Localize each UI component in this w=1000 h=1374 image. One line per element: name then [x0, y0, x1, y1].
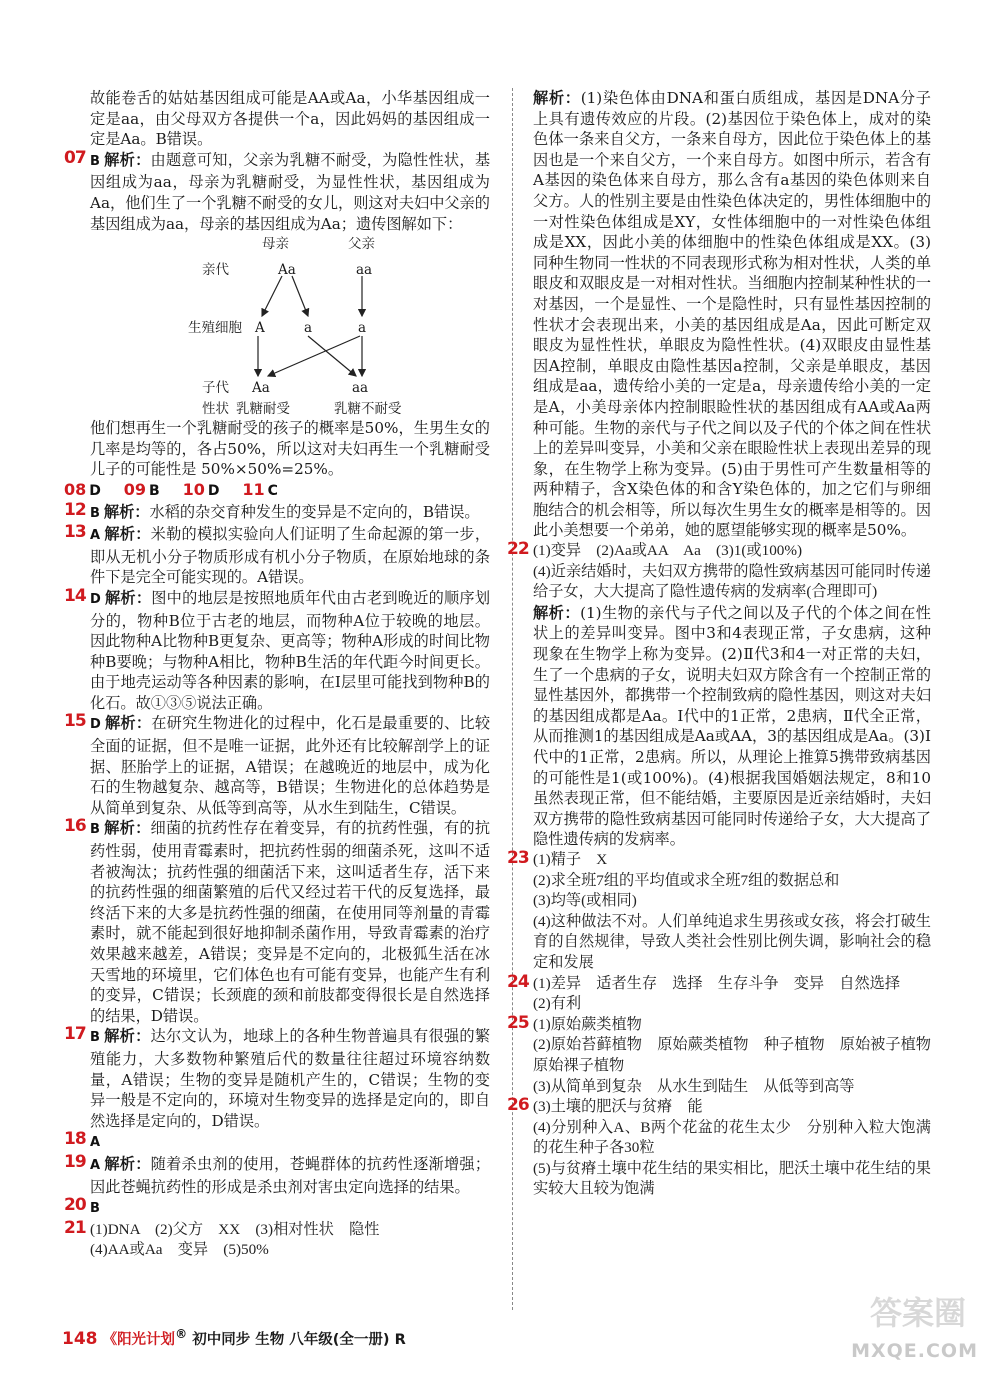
father-genotype: aa [356, 262, 373, 279]
offspring-label: 子代 [202, 380, 229, 397]
answer-line: (4)这种做法不对。人们单纯追求生男孩或女孩，将会打破生育的自然规律，导致人类社会性别比例失调，影响社会的稳定和发展 [533, 912, 931, 971]
analysis-text: 米勒的模拟实验向人们证明了生命起源的第一步，即从无机小分子物质形成有机小分子物质，在原始地球的条件下是完全可能实现的。A错误。 [90, 525, 490, 587]
double-arrow-icon: 《 [102, 1331, 118, 1348]
question-number: 24 [507, 971, 529, 992]
analysis-text: (1)生物的亲代与子代之间以及子代的个体之间在性状上的差异叫变异。图中3和4表现正常，子女患病，这种现象在生物学上称为变异。(2)Ⅱ代3和4一对正常的夫妇，生了一个患病的子女，说明夫妇双方除含有一个控制正常的显性基因外，都携带一个控制致病的隐性基因，则这对夫妇的基因组成都是Aa。Ⅰ代中的1正常，2患病，Ⅱ代全正常，从而推测1的基因组成是Aa或AA，3的基因组成是Aa。(3)Ⅰ代中的1正常，2患病。所以，从理论上推算5携带致病基因的可能性是1(或100%)。(4)根据我国婚姻法规定，8和10虽然表现正常，但不能结婚，主要原因是近亲结婚时，夫妇双方携带的隐性致病基因可能同时传递给子女，大大提高了隐性遗传病的发病率。 [533, 603, 931, 849]
question-number: 26 [507, 1095, 529, 1116]
trait-label: 性状 [202, 401, 229, 418]
answer-line: (2)原始苔藓植物 原始蕨类植物 种子植物 原始被子植物 原始裸子植物 [533, 1036, 947, 1074]
short-answers-08-11 [64, 480, 490, 502]
analysis-text: 水稻的杂交育种发生的变异是不定向的，B错误。 [149, 502, 480, 521]
watermark-cn: 答案圈 [869, 1294, 966, 1332]
question-17 [64, 1024, 491, 1131]
question-number: 12 [64, 499, 86, 520]
analysis-text: 达尔文认为，地球上的各种生物普遍具有很强的繁殖能力，大多数物种繁殖后代的数量往往超过环境容纳数量，A错误；生物的变异是随机产生的，C错误；生物的变异一般是不定向的，环境对生物变异的选择是定向的，即自然选择是定向的，D错误。 [90, 1027, 491, 1130]
q09-num: 09 [123, 479, 147, 499]
q09-answer: B [149, 482, 160, 499]
question-number: 14 [64, 585, 86, 606]
page-number: 148 [62, 1328, 98, 1349]
answer-line: (1)变异 (2)Aa或AA Aa (3)1(或100%) [533, 542, 803, 560]
brand-name: 阳光计划 [117, 1331, 176, 1348]
analysis-text: 随着杀虫剂的使用，苍蝇群体的抗药性逐渐增强；因此苍蝇抗药性的形成是杀虫剂对害虫定向选择的结果。 [90, 1154, 490, 1196]
analysis-text: 在研究生物进化的过程中，化石是最重要的、比较全面的证据，但不是唯一证据，此外还有比较解剖学上的证据、胚胎学上的证据，A错误；在越晚近的地层中，成为化石的生物越复杂、越高等，B错误；生物进化的总体趋势是从简单到复杂、从低等到高等，从水生到陆生，C错误。 [90, 714, 491, 817]
q11-num: 11 [242, 479, 265, 499]
right-column [507, 88, 947, 1200]
question-25 [507, 1012, 947, 1097]
answer-line: (4)分别种入A、B两个花盆的花生太少 分别种入粒大饱满的花生种子各30粒 [533, 1118, 931, 1157]
question-number: 25 [507, 1012, 529, 1033]
answer-letter: B [90, 822, 100, 838]
answer-letter: A [90, 528, 101, 544]
question-18 [64, 1129, 490, 1154]
book-title: 初中同步 生物 八年级(全一册) R [192, 1331, 406, 1348]
registered-mark: ® [175, 1327, 188, 1341]
analysis-label: 解析： [104, 714, 152, 733]
q21-analysis [533, 88, 931, 541]
answer-letter: B [90, 153, 100, 169]
analysis-text: (1)染色体由DNA和蛋白质组成，基因是DNA分子上具有遗传效应的片段。(2)基因位于染色体上，成对的染色体一条来自父方，一条来自母方，因此位于染色体上的基因也是一个来自父方，一个来自母方。如图中所示，若含有A基因的染色体来自母方，那么含有a基因的染色体则来自父方。人的性别主要是由性染色体决定的，男性体细胞中的一对性染色体组成是XY，女性体细胞中的一对性染色体组成是XX，因此小美的体细胞中的性染色体组成是XX。(3)同种生物同一性状的不同表现形式称为相对性状，人类的单眼皮和双眼皮是一对相对性状。当细胞内控制某种性状的一对基因，一个是显性、一个是隐性时，只有显性基因控制的性状才会表现出来，小美的基因组成是Aa，因此可断定双眼皮为显性性状，单眼皮为隐性性状。(4)双眼皮由显性基因A控制，单眼皮由隐性基因a控制，父亲是单眼皮，基因组成是aa，遗传给小美的一定是a，母亲遗传给小美的一定是A，小美母亲体内控制眼睑性状的基因组成有AA或Aa两种可能。生物的亲代与子代之间以及子代的个体之间在性状上的差异叫变异，小美和父亲在眼睑性状上表现出差异的现象，在生物学上称为变异。(5)由于男性可产生数量相等的两种精子，含X染色体的和含Y染色体的，加之它们与卵细胞结合的机会相等，所以每次生男生女的概率是相等的。因此小美想要一个弟弟，她的愿望能够实现的概率是50%。 [533, 89, 931, 540]
question-number: 22 [507, 539, 529, 560]
answer-letter: B [90, 1030, 100, 1046]
answer-letter: B [90, 505, 100, 521]
q07-conclusion: 他们想再生一个乳糖耐受的孩子的概率是50%，生男生女的几率是均等的，各占50%，所以这对夫妇再生一个乳糖耐受儿子的可能性是 50%×50%=25%。 [90, 419, 490, 479]
analysis-text: 细菌的抗药性存在着变异，有的抗药性强，有的抗药性弱，使用青霉素时，把抗药性弱的细菌杀死，这叫不适者被淘汰；抗药性强的细菌活下来，这叫适者生存，活下来的抗药性强的细菌繁殖的后代又经过若干代的反复选择，最终活下来的大多是抗药性强的细菌，在使用同等剂量的青霉素时，就不能起到很好地抑制杀菌作用，导致青霉素的治疗效果越来越差，A错误；变异是不定向的，北极狐生活在冰天雪地的环境里，它们体色也有可能有变异，也能产生有利的变异，C错误；长颈鹿的颈和前肢都变得很长是自然选择的结果，D错误。 [90, 819, 491, 1025]
page-footer [62, 1327, 406, 1349]
analysis-text: 图中的地层是按照地质年代由古老到晚近的顺序划分的，物种B位于古老的地层，而物种A位于较晚的地层。因此物种A比物种B更复杂、更高等；物种A形成的时间比物种B要晚；与物种A相比，物种B生活的年代距今时间更长。由于地壳运动等各种因素的影响，在Ⅰ层里可能找到物种B的化石。故①③⑤说法正确。 [90, 588, 491, 712]
column-divider [512, 88, 514, 1310]
question-number: 13 [64, 522, 86, 543]
answer-line: (4)近亲结婚时，夫妇双方携带的隐性致病基因可能同时传递给子女，大大提高了隐性遗传病的发病率(合理即可) [533, 562, 931, 601]
answer-line: (4)AA或Aa 变异 (5)50% [90, 1241, 269, 1259]
answer-line: (2)求全班7组的平均值或求全班7组的数据总和 [533, 871, 840, 889]
analysis-label: 解析： [103, 150, 151, 169]
question-number: 17 [64, 1024, 86, 1045]
q10-num: 10 [182, 479, 205, 499]
question-12 [64, 499, 490, 525]
gamete-a-father: a [358, 320, 367, 337]
question-number: 07 [64, 147, 86, 168]
analysis-label: 解析： [104, 525, 151, 544]
question-26 [507, 1095, 931, 1200]
gamete-A: A [255, 320, 265, 337]
question-23 [507, 847, 931, 974]
watermark-site: MXQE.COM [851, 1340, 978, 1362]
gamete-label: 生殖细胞 [188, 320, 242, 337]
gamete-a-mother: a [304, 320, 313, 337]
answer-letter: A [90, 1157, 101, 1173]
question-number: 15 [64, 711, 86, 732]
answer-line: (1)差异 适者生存 选择 生存斗争 变异 自然选择 [533, 974, 901, 992]
answer-letter: D [90, 591, 101, 607]
watermark-logo [804, 1286, 984, 1366]
question-16 [64, 816, 491, 1026]
answer-line: (3)土壤的肥沃与贫瘠 能 [533, 1098, 703, 1116]
answer-line: (2)有利 [533, 995, 582, 1013]
trait1: 乳糖耐受 [236, 401, 290, 418]
question-07 [64, 147, 491, 234]
question-number: 18 [64, 1129, 86, 1150]
line-a-child1 [268, 336, 360, 376]
q08-num: 08 [64, 479, 87, 499]
child1-genotype: Aa [252, 380, 270, 397]
q10-answer: D [207, 482, 220, 499]
question-number: 20 [64, 1195, 86, 1216]
analysis-label: 解析： [533, 603, 581, 622]
mother-genotype: Aa [278, 262, 296, 279]
intro-paragraph: 故能卷舌的姑姑基因组成可能是AA或Aa，小华基因组成一定是aa，由父母双方各提供一个a，因此妈妈的基因组成一定是Aa。B错误。 [90, 89, 490, 149]
analysis-text: 由题意可知，父亲为乳糖不耐受，为隐性性状，基因组成为aa，母亲为乳糖耐受，为显性性状，基因组成为Aa，他们生了一个乳糖不耐受的女儿，则这对夫妇中父亲的基因组成为aa，母亲的基因组成为Aa；遗传图解如下： [90, 150, 491, 233]
question-22 [507, 539, 931, 603]
answer-line: (5)与贫瘠土壤中花生结的果实相比，肥沃土壤中花生结的果实较大且较为饱满 [533, 1159, 931, 1198]
answer-letter: A [90, 1135, 101, 1151]
q22-analysis [533, 603, 931, 850]
answer-letter: B [90, 1201, 100, 1217]
question-20 [64, 1195, 490, 1220]
question-24 [507, 971, 931, 1015]
analysis-label: 解析： [104, 1154, 151, 1173]
q08-answer: D [89, 482, 101, 499]
trait2: 乳糖不耐受 [334, 401, 402, 418]
child2-genotype: aa [352, 380, 369, 397]
genetic-cross-diagram [90, 234, 490, 418]
analysis-label: 解析： [103, 1027, 151, 1046]
question-21 [64, 1217, 490, 1261]
answer-line: (1)精子 X [533, 850, 608, 868]
line-mother-A [262, 276, 282, 316]
analysis-label: 解析： [103, 502, 150, 521]
line-mother-a [292, 276, 308, 316]
question-number: 16 [64, 816, 86, 837]
father-label: 父亲 [348, 236, 375, 253]
left-column [64, 88, 491, 1261]
mother-label: 母亲 [262, 236, 289, 253]
question-number: 23 [507, 847, 529, 868]
answer-line: (1)原始蕨类植物 [533, 1015, 642, 1033]
question-19 [64, 1151, 490, 1197]
answer-line: (3)从简单到复杂 从水生到陆生 从低等到高等 [533, 1077, 855, 1095]
question-14 [64, 585, 491, 714]
question-number: 21 [64, 1217, 86, 1238]
answer-letter: D [90, 717, 101, 733]
analysis-label: 解析： [103, 819, 151, 838]
analysis-label: 解析： [104, 588, 152, 607]
analysis-label: 解析： [533, 89, 581, 107]
question-15 [64, 711, 491, 818]
question-13 [64, 522, 490, 588]
parents-label: 亲代 [202, 262, 229, 279]
question-number: 19 [64, 1151, 86, 1172]
answer-line: (3)均等(或相同) [533, 892, 637, 910]
answer-line: (1)DNA (2)父方 XX (3)相对性状 隐性 [90, 1220, 380, 1238]
q11-answer: C [267, 482, 278, 499]
